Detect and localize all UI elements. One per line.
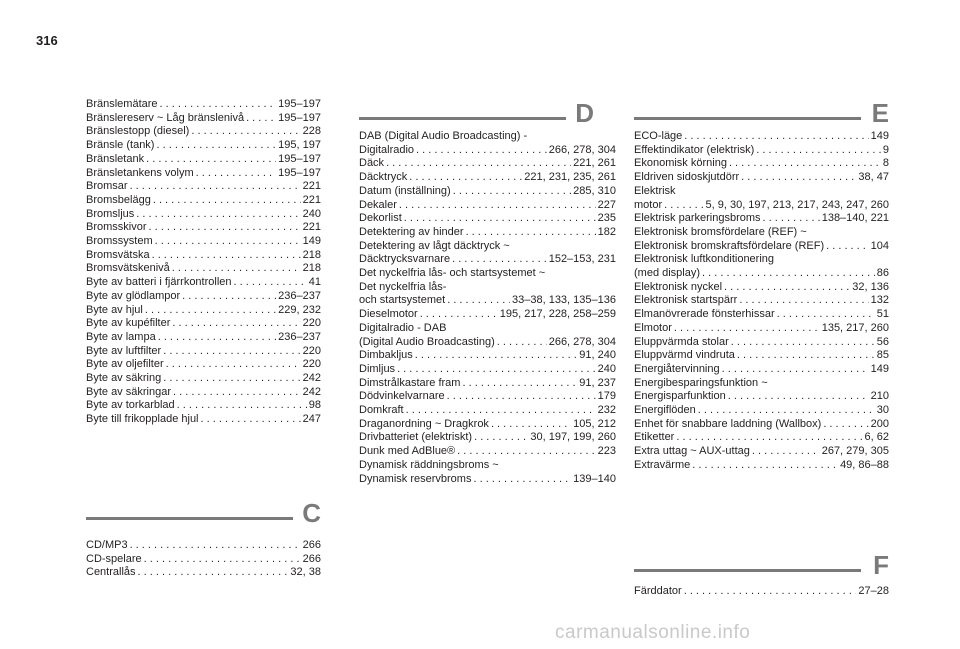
section-letter: F bbox=[873, 550, 889, 580]
index-entry-heading: Dynamisk räddningsbroms ~ bbox=[359, 458, 499, 471]
index-entry: Elektronisk startspärr . . . 132 bbox=[634, 294, 889, 308]
index-entry: Dödvinkelvarnare . . . 179 bbox=[359, 390, 616, 404]
index-entry: Bromsvätskenivå . . . 218 bbox=[86, 262, 321, 276]
index-entry-heading: Energibesparingsfunktion ~ bbox=[634, 376, 768, 389]
section-header-f bbox=[634, 549, 889, 589]
index-column-d bbox=[359, 130, 616, 486]
index-entry: Bränslereserv ~ Låg bränslenivå . . . 195–197 bbox=[86, 112, 321, 126]
section-divider bbox=[634, 117, 861, 120]
index-entry: Elektrisk parkeringsbroms . . . 138–140, 221 bbox=[634, 212, 889, 226]
index-entry: Dunk med AdBlue® . . . 223 bbox=[359, 445, 616, 459]
index-entry: Byte till frikopplade hjul . . . 247 bbox=[86, 413, 321, 427]
index-entry: Bromsljus . . . 240 bbox=[86, 208, 321, 222]
index-entry: och startsystemet . . . 33–38, 133, 135–136 bbox=[359, 294, 616, 308]
index-entry: Eluppvärmda stolar . . . 56 bbox=[634, 336, 889, 350]
index-entry: Byte av säkring . . . 242 bbox=[86, 372, 321, 386]
index-entry: (Digital Audio Broadcasting) . . . 266, 278, 304 bbox=[359, 336, 616, 350]
index-column-c bbox=[86, 539, 321, 580]
index-entry: Däcktrycksvarnare . . . 152–153, 231 bbox=[359, 253, 616, 267]
index-entry: Dekaler . . . 227 bbox=[359, 199, 616, 213]
page-number: 316 bbox=[36, 33, 58, 48]
index-entry: Bromsskivor . . . 221 bbox=[86, 221, 321, 235]
index-entry: Domkraft . . . 232 bbox=[359, 404, 616, 418]
index-entry: Bromssystem . . . 149 bbox=[86, 235, 321, 249]
index-entry: Extravärme . . . 49, 86–88 bbox=[634, 459, 889, 473]
index-entry: Dynamisk reservbroms . . . 139–140 bbox=[359, 473, 616, 487]
index-entry: Bränslestopp (diesel) . . . 228 bbox=[86, 125, 321, 139]
index-entry: Ekonomisk körning . . . 8 bbox=[634, 157, 889, 171]
index-entry: Byte av batteri i fjärrkontrollen . . . 41 bbox=[86, 276, 321, 290]
index-entry-heading: Detektering av lågt däcktryck ~ bbox=[359, 239, 510, 252]
section-divider bbox=[86, 517, 293, 520]
index-entry: Etiketter . . . 6, 62 bbox=[634, 431, 889, 445]
section-letter: C bbox=[302, 498, 321, 528]
index-entry: Byte av luftfilter . . . 220 bbox=[86, 345, 321, 359]
index-entry: Bromsvätska . . . 218 bbox=[86, 249, 321, 263]
index-entry: Byte av torkarblad . . . 98 bbox=[86, 399, 321, 413]
index-entry-heading: Elektrisk bbox=[634, 184, 676, 197]
index-entry: Byte av kupéfilter . . . 220 bbox=[86, 317, 321, 331]
index-entry: Däck . . . 221, 261 bbox=[359, 157, 616, 171]
index-entry: Effektindikator (elektrisk) . . . 9 bbox=[634, 144, 889, 158]
index-column-b bbox=[86, 98, 321, 427]
section-letter: E bbox=[871, 98, 889, 128]
index-entry-heading: Digitalradio - DAB bbox=[359, 321, 447, 334]
section-divider bbox=[359, 117, 566, 120]
index-entry-heading: DAB (Digital Audio Broadcasting) - bbox=[359, 130, 528, 142]
index-entry: Energisparfunktion . . . 210 bbox=[634, 390, 889, 404]
index-entry: Byte av säkringar . . . 242 bbox=[86, 386, 321, 400]
watermark: carmanualsonline.info bbox=[555, 622, 751, 643]
index-entry-heading: Det nyckelfria lås- och startsystemet ~ bbox=[359, 267, 546, 280]
index-entry: Bränsletank . . . 195–197 bbox=[86, 153, 321, 167]
index-entry: Bränsletankens volym . . . 195–197 bbox=[86, 167, 321, 181]
index-entry: Byte av lampa . . . 236–237 bbox=[86, 331, 321, 345]
index-column-e bbox=[634, 130, 889, 473]
index-entry: motor . . . 5, 9, 30, 197, 213, 217, 243, 247, 260 bbox=[634, 199, 889, 213]
index-entry-heading: Elektronisk bromsfördelare (REF) ~ bbox=[634, 225, 807, 238]
index-entry: Digitalradio . . . 266, 278, 304 bbox=[359, 144, 616, 158]
index-entry: Energiåtervinning . . . 149 bbox=[634, 363, 889, 377]
index-entry: Färddator . . . 27–28 bbox=[634, 585, 889, 599]
index-entry: Datum (inställning) . . . 285, 310 bbox=[359, 185, 616, 199]
index-entry: Byte av glödlampor . . . 236–237 bbox=[86, 290, 321, 304]
index-entry: Extra uttag ~ AUX-uttag . . . 267, 279, 305 bbox=[634, 445, 889, 459]
index-entry: Eluppvärmd vindruta . . . 85 bbox=[634, 349, 889, 363]
index-entry: Dimstrålkastare fram . . . 91, 237 bbox=[359, 377, 616, 391]
section-divider bbox=[634, 569, 861, 572]
index-entry: Bromsar . . . 221 bbox=[86, 180, 321, 194]
section-letter: D bbox=[575, 98, 594, 128]
index-entry: Centrallås . . . 32, 38 bbox=[86, 566, 321, 580]
index-entry: ECO-läge . . . 149 bbox=[634, 130, 889, 144]
index-entry: CD/MP3 . . . 266 bbox=[86, 539, 321, 553]
index-entry: Elektronisk nyckel . . . 32, 136 bbox=[634, 281, 889, 295]
index-entry: Bromsbelägg . . . 221 bbox=[86, 194, 321, 208]
index-entry: Byte av oljefilter . . . 220 bbox=[86, 358, 321, 372]
index-entry: Eldriven sidoskjutdörr . . . 38, 47 bbox=[634, 171, 889, 185]
index-entry-heading: Det nyckelfria lås- bbox=[359, 280, 447, 293]
index-entry: Draganordning ~ Dragkrok . . . 105, 212 bbox=[359, 418, 616, 432]
index-entry: Dieselmotor . . . 195, 217, 228, 258–259 bbox=[359, 308, 616, 322]
section-header-c bbox=[86, 497, 321, 537]
index-entry: Dekorlist . . . 235 bbox=[359, 212, 616, 226]
index-entry: Detektering av hinder . . . 182 bbox=[359, 226, 616, 240]
index-entry: Drivbatteriet (elektriskt) . . . 30, 197, 199, 260 bbox=[359, 431, 616, 445]
index-entry: Dimljus . . . 240 bbox=[359, 363, 616, 377]
index-entry: Elektronisk bromskraftsfördelare (REF) . . . 104 bbox=[634, 240, 889, 254]
index-entry: Energiflöden . . . 30 bbox=[634, 404, 889, 418]
index-entry: Bränsle (tank) . . . 195, 197 bbox=[86, 139, 321, 153]
index-entry: Byte av hjul . . . 229, 232 bbox=[86, 304, 321, 318]
index-entry: Dimbakljus . . . 91, 240 bbox=[359, 349, 616, 363]
index-entry: (med display) . . . 86 bbox=[634, 267, 889, 281]
index-column-f bbox=[634, 585, 889, 599]
index-entry: Enhet för snabbare laddning (Wallbox) . . . 200 bbox=[634, 418, 889, 432]
index-entry: Elmanövrerade fönsterhissar . . . 51 bbox=[634, 308, 889, 322]
index-entry: CD-spelare . . . 266 bbox=[86, 553, 321, 567]
index-entry-heading: Elektronisk luftkonditionering bbox=[634, 253, 775, 266]
index-entry: Bränslemätare . . . 195–197 bbox=[86, 98, 321, 112]
index-entry: Däcktryck . . . 221, 231, 235, 261 bbox=[359, 171, 616, 185]
index-entry: Elmotor . . . 135, 217, 260 bbox=[634, 322, 889, 336]
